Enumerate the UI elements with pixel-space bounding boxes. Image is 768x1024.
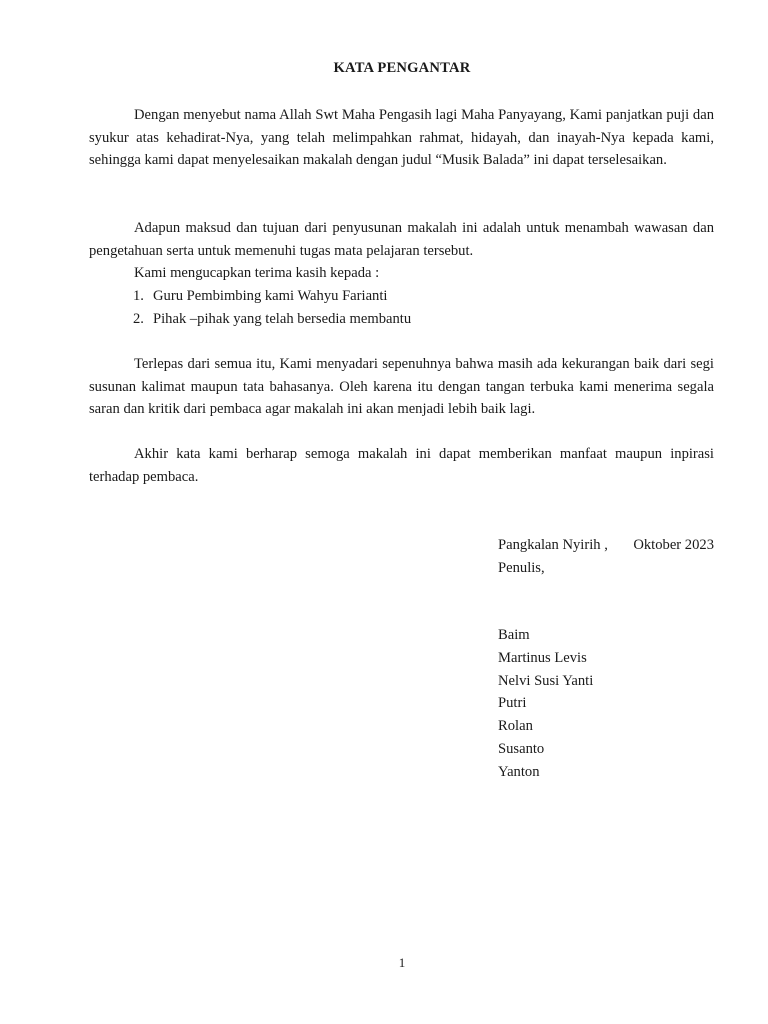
author-name: Putri (498, 695, 527, 712)
paragraph-acknowledgement-text: Terlepas dari semua itu, Kami menyadari sepenuhnya bahwa masih ada kekurangan baik dari segi susunan kalimat maupun tata bahasanya. Oleh karena itu dengan tangan terbuka kami menerima segala saran dan kritik dari pembaca agar makalah ini akan menjadi lebih baik lagi. (89, 356, 714, 418)
paragraph-purpose-text: Adapun maksud dan tujuan dari penyusunan makalah ini adalah untuk menambah wawasan dan pengetahuan serta untuk memenuhi tugas mata pelajaran tersebut. (89, 220, 714, 259)
signature-place: Pangkalan Nyirih , (498, 537, 608, 553)
author-name: Rolan (498, 718, 533, 735)
signature-date: Oktober 2023 (633, 537, 714, 553)
paragraph-opening-text: Dengan menyebut nama Allah Swt Maha Pengasih lagi Maha Panyayang, Kami panjatkan puji dan syukur atas kehadirat-Nya, yang telah melimpahkan rahmat, hidayah, dan inayah-Nya kepada kami, sehingga kami dapat menyelesaikan makalah dengan judul “Musik Balada” ini dapat terselesaikan. (89, 107, 714, 169)
list-number: 1. (133, 288, 144, 304)
document-title: KATA PENGANTAR (333, 60, 471, 76)
list-number: 2. (133, 311, 144, 327)
author-name: Martinus Levis (498, 649, 587, 666)
author-name: Nelvi Susi Yanti (498, 672, 594, 689)
thanks-intro: Kami mengucapkan terima kasih kepada : (134, 265, 380, 281)
paragraph-opening (89, 104, 714, 172)
thanks-list-item-1 (89, 285, 387, 308)
paragraph-closing (89, 443, 714, 488)
author-name: Susanto (498, 740, 545, 757)
paragraph-closing-text: Akhir kata kami berharap semoga makalah ini dapat memberikan manfaat maupun inpirasi terhadap pembaca. (89, 446, 714, 485)
paragraph-acknowledgement (89, 353, 714, 421)
thanks-list-item-2 (89, 308, 411, 331)
authors-list (498, 624, 593, 784)
paragraph-purpose (89, 217, 714, 262)
author-name: Yanton (498, 763, 540, 780)
author-name: Baim (498, 627, 530, 643)
signature-place-date (498, 534, 714, 557)
list-text: Pihak –pihak yang telah bersedia membantu (153, 311, 412, 327)
page-number: 1 (398, 955, 406, 970)
list-text: Guru Pembimbing kami Wahyu Farianti (153, 288, 388, 304)
signature-role: Penulis, (498, 560, 545, 576)
